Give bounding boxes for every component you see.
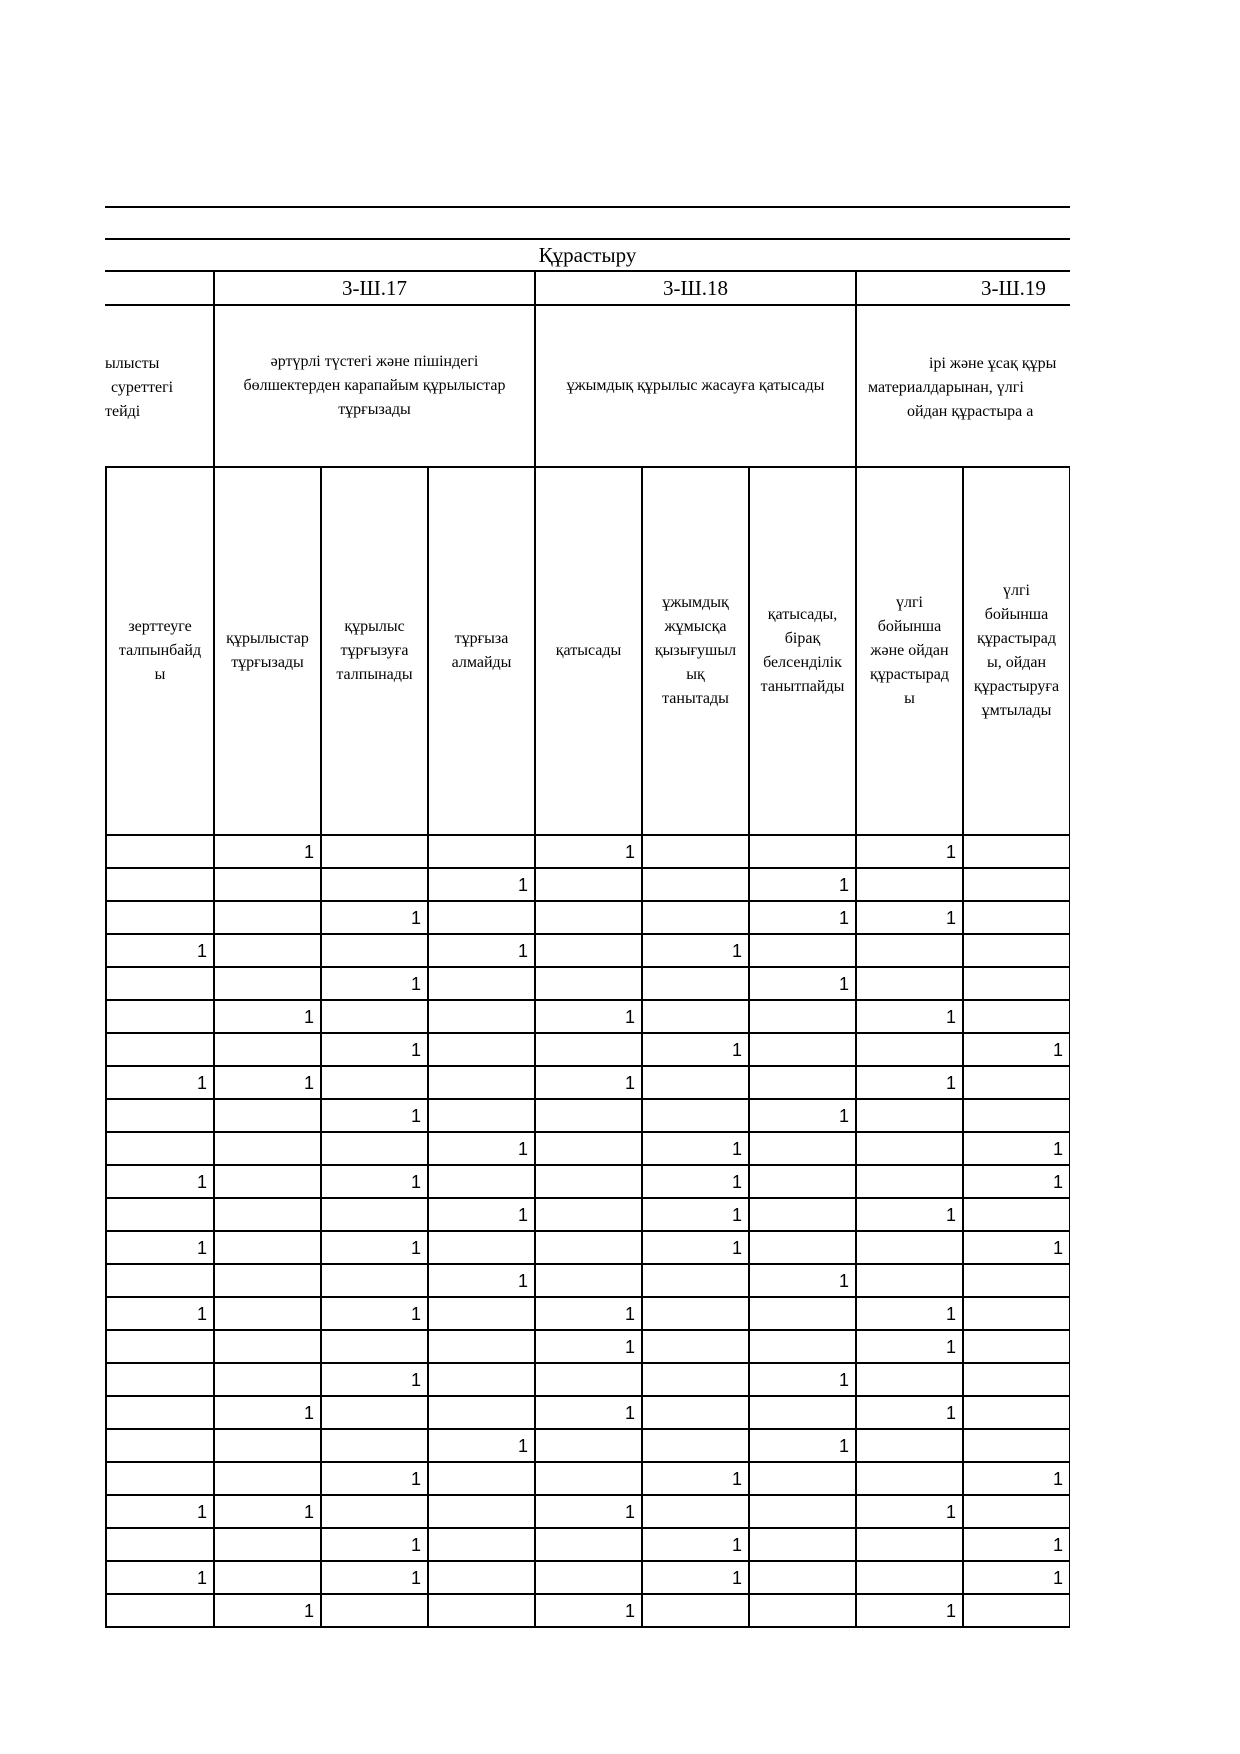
score-cell [962, 834, 1070, 867]
score-cell [534, 1263, 641, 1296]
score-cell [748, 1032, 855, 1065]
score-cell: 1 [962, 1461, 1070, 1494]
score-cell: 1 [534, 1395, 641, 1428]
section-title: Құрастыру [538, 243, 637, 267]
score-cell [105, 1263, 213, 1296]
score-cell [213, 1230, 320, 1263]
score-cell [962, 1428, 1070, 1461]
score-cell: 1 [427, 1428, 534, 1461]
criterion-line: үлгі [896, 594, 923, 611]
criterion-line: қатысады, [767, 606, 838, 623]
criterion-line: құрастыруға [973, 678, 1060, 695]
score-cell [855, 1131, 962, 1164]
score-cell [427, 1164, 534, 1197]
score-cell [748, 1329, 855, 1362]
criterion-line: ық [686, 666, 705, 683]
score-cell [213, 1362, 320, 1395]
score-cell [962, 1197, 1070, 1230]
criterion-line: зерттеуге [128, 618, 192, 635]
score-cell [320, 1395, 427, 1428]
score-cell [962, 999, 1070, 1032]
score-cell [427, 1395, 534, 1428]
score-cell [962, 867, 1070, 900]
criterion-line: белсенділік [763, 654, 842, 671]
table-top-rule [105, 206, 1070, 208]
score-cell [748, 834, 855, 867]
score-cell [962, 1329, 1070, 1362]
score-cell [534, 1164, 641, 1197]
score-cell: 1 [748, 1362, 855, 1395]
score-cell: 1 [641, 1197, 748, 1230]
score-cell [748, 999, 855, 1032]
criterion-line: тұрғызады [231, 654, 304, 671]
description-line: әртүрлі түстегі және пішіндегі [270, 353, 479, 370]
score-cell: 1 [320, 1362, 427, 1395]
assessment-table [105, 206, 1070, 1630]
score-cell [213, 1164, 320, 1197]
score-cell [641, 1395, 748, 1428]
group-description [534, 306, 855, 466]
score-cell [641, 999, 748, 1032]
score-cell [855, 1362, 962, 1395]
score-cell: 1 [427, 933, 534, 966]
criterion-header [213, 466, 320, 834]
score-cell [320, 1197, 427, 1230]
score-cell [105, 1527, 213, 1560]
criterion-line: ы [904, 690, 915, 707]
score-cell [213, 900, 320, 933]
score-cell [855, 933, 962, 966]
score-cell: 1 [105, 1494, 213, 1527]
score-cell: 1 [213, 1065, 320, 1098]
group-description [105, 306, 213, 466]
score-cell [105, 1362, 213, 1395]
criterion-line: танытпайды [760, 678, 845, 695]
criterion-line: ұмтылады [981, 702, 1052, 719]
criterion-header [320, 466, 427, 834]
score-cell [534, 1560, 641, 1593]
score-cell [748, 1131, 855, 1164]
criterion-line: талпынбайд [118, 642, 202, 659]
score-cell: 1 [855, 1296, 962, 1329]
score-cell: 1 [320, 1230, 427, 1263]
score-cell: 1 [962, 1131, 1070, 1164]
score-cell [105, 1131, 213, 1164]
score-cell [962, 1098, 1070, 1131]
score-cell [748, 1395, 855, 1428]
score-cell [320, 933, 427, 966]
score-cell [534, 1131, 641, 1164]
group-code-row [105, 272, 1070, 304]
score-cell [748, 933, 855, 966]
score-cell [641, 1296, 748, 1329]
group-code: 3-Ш.19 [855, 272, 1069, 304]
score-cell [105, 1395, 213, 1428]
score-cell [534, 1098, 641, 1131]
score-cell: 1 [855, 834, 962, 867]
score-cell [534, 933, 641, 966]
criterion-header [962, 466, 1070, 834]
description-line: тейді [105, 403, 141, 420]
score-cell [855, 1230, 962, 1263]
score-cell [641, 966, 748, 999]
score-cell: 1 [320, 900, 427, 933]
score-cell [641, 900, 748, 933]
score-cell: 1 [105, 1065, 213, 1098]
score-cell: 1 [855, 1065, 962, 1098]
description-line: ойдан құрастыра а [907, 403, 1034, 420]
criterion-header [427, 466, 534, 834]
score-cell: 1 [320, 1527, 427, 1560]
score-cell: 1 [534, 834, 641, 867]
score-cell [427, 1065, 534, 1098]
criterion-line: құрастырад [870, 666, 949, 683]
score-cell: 1 [641, 1560, 748, 1593]
score-cell [855, 1560, 962, 1593]
score-cell [855, 1098, 962, 1131]
score-cell [213, 1197, 320, 1230]
score-cell [855, 1428, 962, 1461]
score-cell [105, 966, 213, 999]
score-cell [105, 1428, 213, 1461]
score-cell: 1 [962, 1230, 1070, 1263]
score-cell [748, 1527, 855, 1560]
criterion-line: тұрғызуға [340, 642, 409, 659]
score-cell [427, 1098, 534, 1131]
score-cell: 1 [534, 1593, 641, 1628]
criterion-header [855, 466, 962, 834]
criterion-header [534, 466, 641, 834]
score-cell [427, 966, 534, 999]
score-cell: 1 [320, 1164, 427, 1197]
group-code [105, 272, 213, 304]
table-body [105, 834, 1070, 1630]
score-cell [320, 1065, 427, 1098]
score-cell [105, 1593, 213, 1628]
score-cell [320, 1329, 427, 1362]
score-cell [641, 1593, 748, 1628]
criterion-line: қызығушыл [654, 642, 737, 659]
score-cell: 1 [105, 1296, 213, 1329]
score-cell [534, 1032, 641, 1065]
score-cell [534, 1362, 641, 1395]
score-cell: 1 [748, 966, 855, 999]
score-cell: 1 [213, 834, 320, 867]
score-cell: 1 [320, 1461, 427, 1494]
score-cell [748, 1494, 855, 1527]
score-cell [213, 966, 320, 999]
score-cell [748, 1560, 855, 1593]
score-cell [427, 1461, 534, 1494]
score-cell [748, 1164, 855, 1197]
score-cell [320, 1428, 427, 1461]
score-cell [213, 1560, 320, 1593]
score-cell [855, 1164, 962, 1197]
score-cell: 1 [962, 1560, 1070, 1593]
score-cell [641, 867, 748, 900]
score-cell: 1 [962, 1527, 1070, 1560]
score-cell [962, 900, 1070, 933]
score-cell [855, 867, 962, 900]
score-cell [320, 867, 427, 900]
score-cell: 1 [641, 1032, 748, 1065]
score-cell [213, 1461, 320, 1494]
score-cell: 1 [534, 1329, 641, 1362]
score-cell [855, 966, 962, 999]
score-cell: 1 [105, 1230, 213, 1263]
score-cell [213, 1032, 320, 1065]
score-cell [213, 1131, 320, 1164]
criterion-line: талпынады [336, 666, 413, 683]
score-cell: 1 [320, 966, 427, 999]
criteria-header-row [105, 466, 1070, 834]
description-line: ірі және ұсақ құры [929, 355, 1057, 372]
score-cell [427, 900, 534, 933]
score-cell [534, 1461, 641, 1494]
score-cell: 1 [213, 1395, 320, 1428]
criterion-line: үлгі [1003, 582, 1030, 599]
score-cell [641, 1065, 748, 1098]
score-cell [105, 999, 213, 1032]
score-cell [641, 1329, 748, 1362]
score-cell: 1 [213, 999, 320, 1032]
score-cell [427, 1560, 534, 1593]
score-cell [427, 834, 534, 867]
score-cell [962, 1065, 1070, 1098]
score-cell [213, 1263, 320, 1296]
criterion-line: жұмысқа [664, 618, 727, 635]
description-line: ылысты [105, 355, 160, 372]
score-cell [427, 1593, 534, 1628]
score-cell [427, 1032, 534, 1065]
score-cell [105, 1329, 213, 1362]
criterion-line: бойынша [984, 606, 1049, 623]
score-cell: 1 [641, 1230, 748, 1263]
score-cell [748, 1296, 855, 1329]
score-cell: 1 [748, 1098, 855, 1131]
score-cell: 1 [962, 1164, 1070, 1197]
score-cell: 1 [105, 1164, 213, 1197]
score-cell [962, 966, 1070, 999]
group-code: 3-Ш.17 [213, 272, 534, 304]
score-cell [213, 1098, 320, 1131]
score-cell [534, 1230, 641, 1263]
score-cell: 1 [534, 1065, 641, 1098]
score-cell [641, 1428, 748, 1461]
criterion-line: ы, ойдан [986, 654, 1047, 671]
score-cell [641, 1494, 748, 1527]
score-cell [427, 1329, 534, 1362]
score-cell [962, 933, 1070, 966]
score-cell: 1 [641, 1131, 748, 1164]
score-cell [213, 1428, 320, 1461]
score-cell [855, 1527, 962, 1560]
score-cell: 1 [855, 1494, 962, 1527]
score-cell [427, 1527, 534, 1560]
score-cell: 1 [427, 1197, 534, 1230]
score-cell [748, 1230, 855, 1263]
score-cell: 1 [105, 1560, 213, 1593]
score-cell [427, 1296, 534, 1329]
description-line: суреттегі [111, 379, 174, 396]
score-cell [213, 1296, 320, 1329]
score-cell: 1 [641, 1164, 748, 1197]
score-cell [213, 867, 320, 900]
score-cell [105, 1032, 213, 1065]
criterion-header [641, 466, 748, 834]
score-cell [748, 1197, 855, 1230]
score-cell [320, 1263, 427, 1296]
score-cell [855, 1032, 962, 1065]
score-cell: 1 [105, 933, 213, 966]
score-cell: 1 [534, 1296, 641, 1329]
score-cell [105, 834, 213, 867]
score-cell: 1 [320, 1098, 427, 1131]
criterion-line: ұжымдық [662, 594, 729, 611]
score-cell: 1 [320, 1560, 427, 1593]
score-cell [962, 1263, 1070, 1296]
score-cell [534, 867, 641, 900]
criterion-line: құрылыс [344, 618, 405, 635]
score-cell [534, 1428, 641, 1461]
score-cell [641, 1098, 748, 1131]
score-cell [427, 1230, 534, 1263]
score-cell [534, 966, 641, 999]
group-description [855, 306, 1069, 466]
criterion-line: тұрғыза [454, 630, 509, 647]
score-cell [748, 1461, 855, 1494]
score-cell [213, 1527, 320, 1560]
score-cell: 1 [855, 1593, 962, 1628]
score-cell [962, 1362, 1070, 1395]
score-cell: 1 [213, 1593, 320, 1628]
score-cell [213, 933, 320, 966]
score-cell [105, 1461, 213, 1494]
criterion-line: құрастырад [977, 630, 1056, 647]
score-cell [641, 1362, 748, 1395]
group-description-row [105, 306, 1070, 466]
score-cell [320, 1494, 427, 1527]
criterion-line: танытады [662, 690, 729, 707]
score-cell: 1 [320, 1032, 427, 1065]
criterion-header [748, 466, 855, 834]
score-cell [105, 1197, 213, 1230]
description-line: тұрғызады [338, 401, 411, 418]
score-cell: 1 [213, 1494, 320, 1527]
description-line: бөлшектерден карапайым құрылыстар [243, 377, 506, 394]
score-cell [427, 999, 534, 1032]
score-cell [641, 834, 748, 867]
criterion-line: алмайды [451, 654, 512, 671]
score-cell: 1 [855, 999, 962, 1032]
score-cell [855, 1263, 962, 1296]
score-cell [962, 1395, 1070, 1428]
score-cell: 1 [855, 900, 962, 933]
score-cell [320, 1131, 427, 1164]
score-cell [213, 1329, 320, 1362]
criterion-line: қатысады [555, 642, 622, 659]
criterion-line: бойынша [877, 618, 942, 635]
score-cell [320, 834, 427, 867]
description-line: ұжымдық құрылыс жасауға қатысады [566, 377, 825, 394]
score-cell [962, 1593, 1070, 1628]
score-cell: 1 [641, 1527, 748, 1560]
criterion-line: құрылыстар [226, 630, 309, 647]
score-cell: 1 [855, 1197, 962, 1230]
score-cell [534, 1527, 641, 1560]
score-cell [748, 1065, 855, 1098]
score-cell: 1 [641, 1461, 748, 1494]
score-cell: 1 [748, 867, 855, 900]
score-cell: 1 [641, 933, 748, 966]
score-cell: 1 [427, 1131, 534, 1164]
group-description [213, 306, 534, 466]
score-cell [962, 1494, 1070, 1527]
score-cell [748, 1593, 855, 1628]
criterion-line: бірақ [784, 630, 821, 647]
score-cell: 1 [320, 1296, 427, 1329]
score-cell [962, 1296, 1070, 1329]
score-cell: 1 [748, 1263, 855, 1296]
score-cell: 1 [427, 867, 534, 900]
criterion-header [105, 466, 213, 834]
score-cell [105, 900, 213, 933]
score-cell [427, 1494, 534, 1527]
score-cell [320, 999, 427, 1032]
description-line: материалдарынан, үлгі [868, 379, 1024, 396]
score-cell [641, 1263, 748, 1296]
score-cell [534, 1197, 641, 1230]
score-cell: 1 [427, 1263, 534, 1296]
criterion-line: ы [154, 666, 166, 683]
score-cell: 1 [534, 999, 641, 1032]
score-cell: 1 [855, 1395, 962, 1428]
score-cell [105, 1098, 213, 1131]
score-cell [427, 1362, 534, 1395]
score-cell [534, 900, 641, 933]
score-cell: 1 [534, 1494, 641, 1527]
score-cell [855, 1461, 962, 1494]
score-cell: 1 [855, 1329, 962, 1362]
score-cell [105, 867, 213, 900]
score-cell [320, 1593, 427, 1628]
score-cell: 1 [748, 900, 855, 933]
group-code: 3-Ш.18 [534, 272, 855, 304]
criterion-line: және ойдан [870, 642, 949, 659]
score-cell: 1 [962, 1032, 1070, 1065]
score-cell: 1 [748, 1428, 855, 1461]
